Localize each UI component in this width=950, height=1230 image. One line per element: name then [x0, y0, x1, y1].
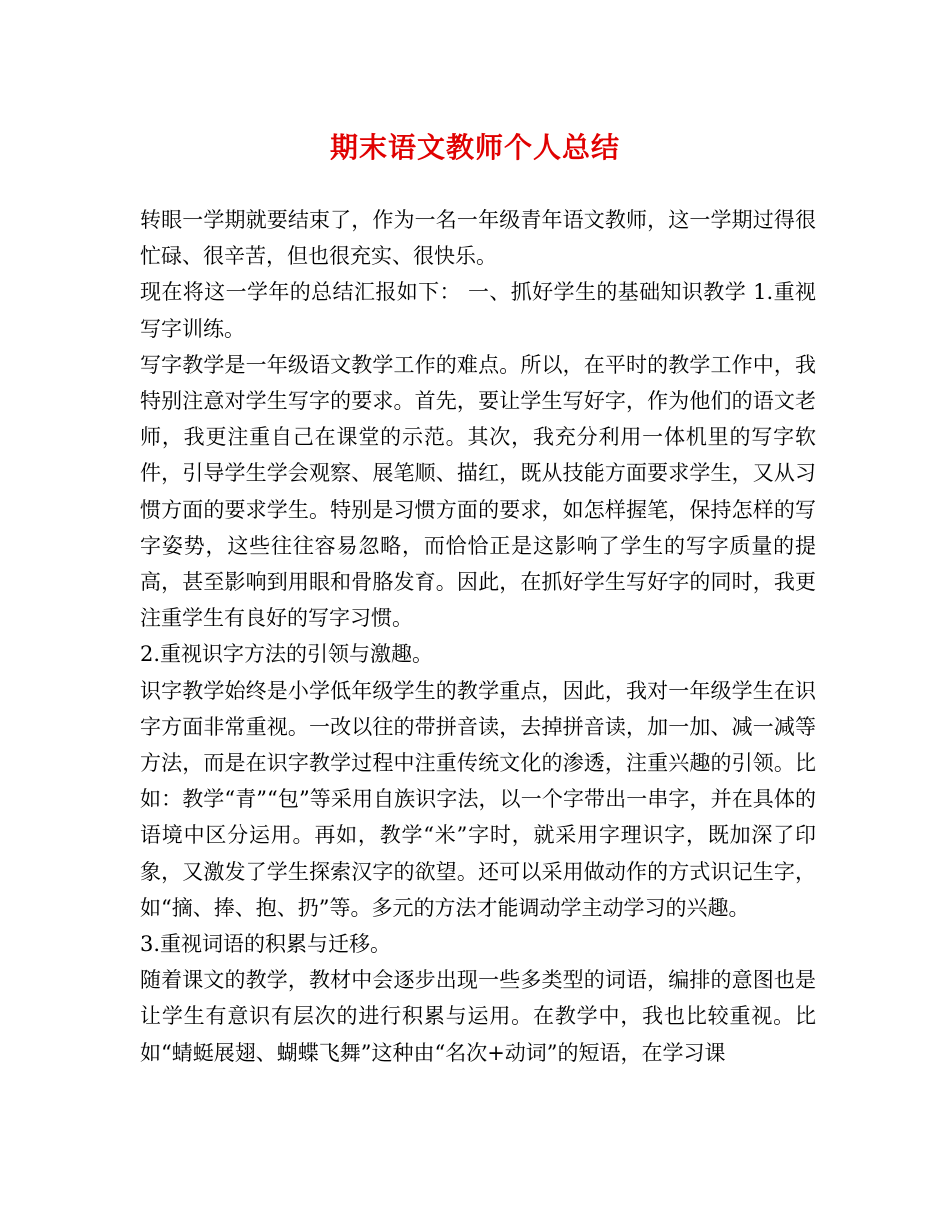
document-title: 期末语文教师个人总结	[329, 131, 620, 164]
document-body	[140, 202, 816, 1071]
paragraph-summary-heading: 现在将这一学年的总结汇报如下： 一、抓好学生的基础知识教学 1.重视写字训练。	[140, 280, 816, 341]
paragraph-heading-3: 3.重视词语的积累与迁移。	[140, 932, 392, 957]
paragraph-intro: 转眼一学期就要结束了，作为一名一年级青年语文教师，这一学期过得很忙碌、很辛苦，但也很充实、很快乐。	[140, 208, 816, 269]
paragraph-character-recognition: 识字教学始终是小学低年级学生的教学重点，因此，我对一年级学生在识字方面非常重视。一改以往的带拼音读，去掉拼音读，加一加、减一减等方法，而是在识字教学过程中注重传统文化的渗透，注重兴趣的引领。比如：教学“青”“包”等采用自族识字法，以一个字带出一串字，并在具体的语境中区分运用。再如，教学“米”字时，就采用字理识字，既加深了印象，又激发了学生探索汉字的欲望。还可以采用做动作的方式识记生字，如“摘、捧、抱、扔”等。多元的方法才能调动学主动学习的兴趣。	[140, 678, 816, 920]
paragraph-writing-practice: 写字教学是一年级语文教学工作的难点。所以，在平时的教学工作中，我特别注意对学生写字的要求。首先，要让学生写好字，作为他们的语文老师，我更注重自己在课堂的示范。其次，我充分利用一体机里的写字软件，引导学生学会观察、展笔顺、描红，既从技能方面要求学生，又从习惯方面的要求学生。特别是习惯方面的要求，如怎样握笔，保持怎样的写字姿势，这些往往容易忽略，而恰恰正是这影响了学生的写字质量的提高，甚至影响到用眼和骨胳发育。因此，在抓好学生写好字的同时，我更注重学生有良好的写字习惯。	[140, 352, 816, 631]
paragraph-heading-2: 2.重视识字方法的引领与激趣。	[140, 642, 434, 667]
paragraph-vocabulary: 随着课文的教学，教材中会逐步出现一些多类型的词语，编排的意图也是让学生有意识有层次的进行积累与运用。在教学中，我也比较重视。比如“蜻蜓展翅、蝴蝶飞舞”这种由“名次+动词”的短语，在学习课	[140, 968, 816, 1065]
